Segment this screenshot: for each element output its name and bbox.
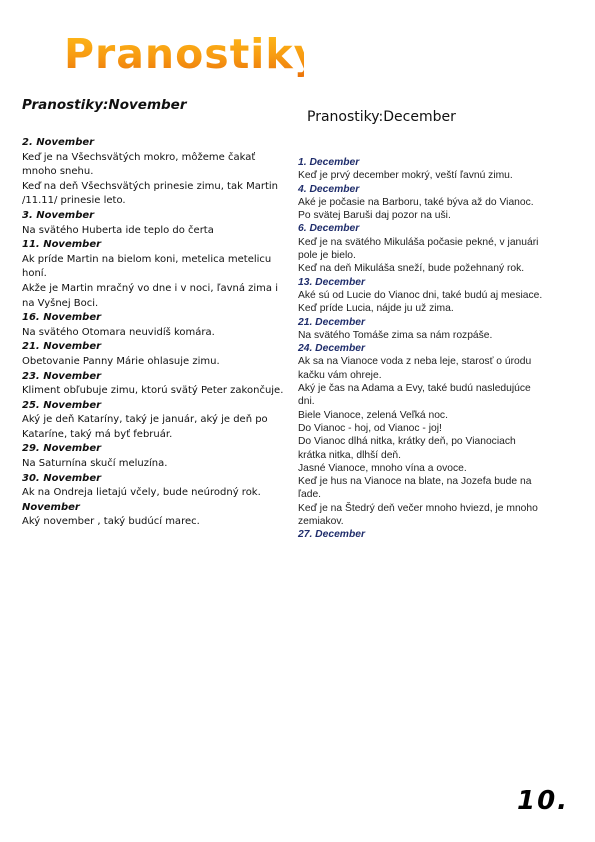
saying-line: Aké je počasie na Barboru, také býva až do Vianoc.	[298, 196, 534, 208]
saying-line: Aký je deň Kataríny, taký je január, aký je deň po	[22, 414, 268, 426]
saying-line: pole je bielo.	[298, 250, 356, 262]
saying-line: Jasné Vianoce, mnoho vína a ovoce.	[298, 462, 467, 474]
december-column	[298, 107, 576, 542]
saying-line: Keď na deň Všechsvätých prinesie zimu, tak Martin	[22, 180, 278, 192]
saying-line: Ak sa na Vianoce voda z neba leje, starosť o úrodu	[298, 356, 532, 368]
date-heading: 21. November	[22, 341, 102, 353]
november-list	[22, 136, 284, 530]
saying-line: Na svätého Huberta ide teplo do čerta	[22, 224, 214, 236]
page-title: Pranostiky	[64, 26, 304, 82]
date-heading: 3. November	[22, 209, 95, 221]
saying-line: zemiakov.	[298, 516, 344, 528]
date-heading: 1. December	[298, 157, 360, 168]
saying-line: Kataríne, taký má byť február.	[22, 428, 173, 440]
saying-line: Po svätej Baruši daj pozor na uši.	[298, 210, 451, 222]
saying-line: ľade.	[298, 489, 322, 501]
saying-line: Keď je prvý december mokrý, veští ľavnú zimu.	[298, 170, 513, 182]
december-list	[298, 156, 576, 542]
saying-line: Biele Vianoce, zelená Veľká noc.	[298, 409, 448, 421]
date-heading: 21. December	[298, 316, 365, 328]
saying-line: Keď je hus na Vianoce na blate, na Jozefa bude na	[298, 476, 532, 488]
date-heading: November	[22, 501, 80, 513]
saying-line: Na Saturnína skučí meluzína.	[22, 458, 168, 470]
saying-line: Obetovanie Panny Márie ohlasuje zimu.	[22, 355, 220, 367]
saying-line: /11.11/ prinesie leto.	[22, 195, 126, 207]
saying-line: Na svätého Otomara neuvidíš komára.	[22, 326, 215, 338]
date-heading: 27. December	[298, 529, 365, 541]
november-heading: Pranostiky:November	[22, 97, 187, 113]
date-heading: 30. November	[22, 472, 102, 484]
date-heading: 24. December	[298, 343, 365, 355]
date-heading: 6. December	[298, 223, 360, 235]
saying-line: Keď je na Štedrý deň večer mnoho hviezd, je mnoho	[298, 502, 538, 514]
saying-line: Keď na deň Mikuláša sneží, bude požehnaný rok.	[298, 263, 525, 275]
saying-line: Do Vianoc dlhá nitka, krátky deň, po Vianociach	[298, 436, 516, 448]
saying-line: Kliment obľubuje zimu, ktorú svätý Peter zakončuje.	[22, 385, 284, 397]
saying-line: dni.	[298, 396, 315, 408]
date-heading: 4. December	[298, 183, 360, 195]
saying-line: mnoho snehu.	[22, 166, 94, 178]
saying-line: kačku vám ohreje.	[298, 369, 382, 381]
saying-line: Aké sú od Lucie do Vianoc dni, také budú aj mesiace.	[298, 289, 543, 301]
page-number: 10.	[517, 786, 570, 816]
saying-line: Keď je na svätého Mikuláša počasie pekné, v januári	[298, 236, 539, 248]
saying-line: Keď príde Lucia, nájde ju už zima.	[298, 303, 454, 315]
saying-line: Na svätého Tomáše zima sa nám rozpáše.	[298, 329, 493, 341]
saying-line: Aký je čas na Adama a Evy, také budú nasledujúce	[298, 383, 531, 395]
saying-line: Keď je na Všechsvätých mokro, môžeme čakať	[22, 151, 256, 163]
date-heading: 25. November	[22, 399, 102, 411]
saying-line: honí.	[22, 268, 47, 280]
december-heading: Pranostiky:December	[307, 109, 456, 125]
saying-line: Aký november , taký budúcí marec.	[22, 516, 200, 528]
saying-line: Ak príde Martin na bielom koni, metelica metelicu	[22, 253, 272, 265]
saying-line: na Vyšnej Boci.	[22, 297, 99, 309]
date-heading: 29. November	[22, 443, 102, 455]
saying-line: krátka nitka, dlhší deň.	[298, 449, 402, 461]
saying-line: Ak na Ondreja lietajú včely, bude neúrodný rok.	[22, 487, 261, 499]
date-heading: 2. November	[22, 137, 95, 148]
date-heading: 23. November	[22, 370, 102, 382]
date-heading: 13. December	[298, 276, 365, 288]
saying-line: Akže je Martin mračný vo dne i v noci, ľavná zima i	[22, 282, 278, 294]
date-heading: 16. November	[22, 312, 102, 324]
date-heading: 11. November	[22, 239, 102, 251]
saying-line: Do Vianoc - hoj, od Vianoc - joj!	[298, 422, 442, 434]
november-column	[22, 96, 284, 530]
